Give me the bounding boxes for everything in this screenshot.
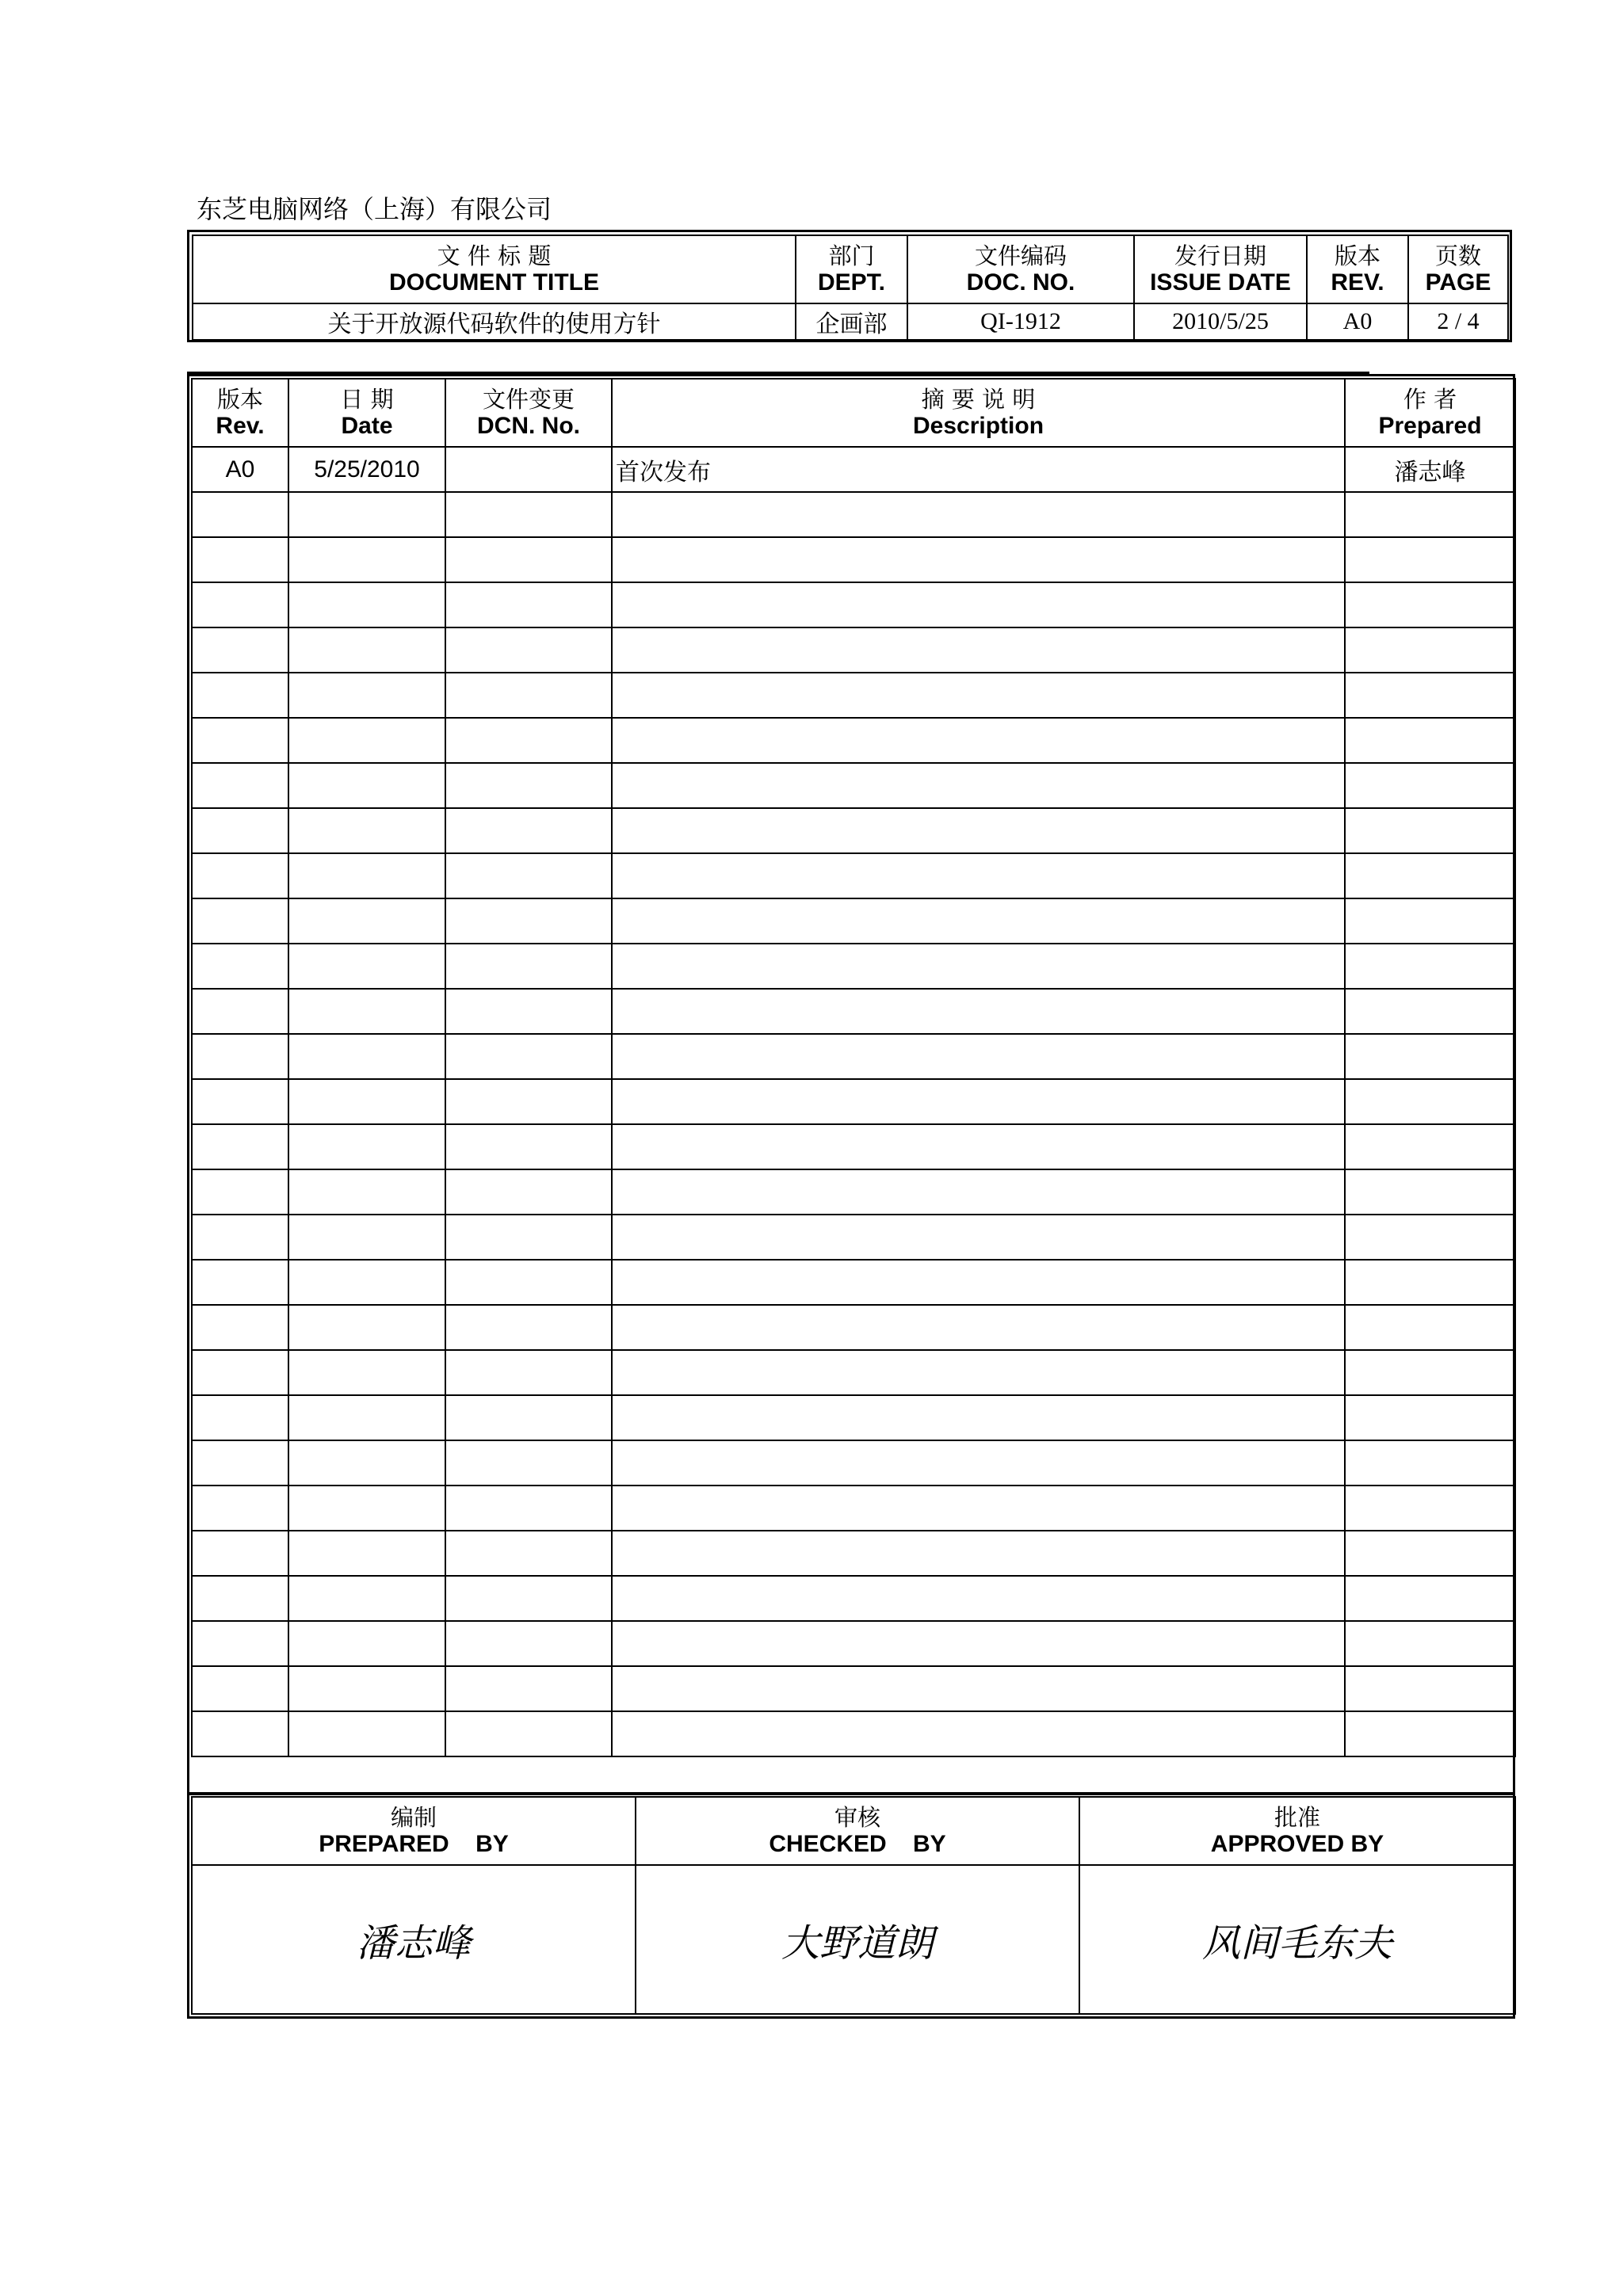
table-cell-empty (288, 989, 445, 1034)
table-row-empty (192, 1350, 1515, 1395)
dcn-col-en: DCN. No. (477, 413, 580, 439)
table-cell-empty (288, 763, 445, 808)
table-row-empty (192, 1305, 1515, 1350)
header-col-dept-cn: 部门 (828, 242, 875, 269)
table-cell-empty (288, 1034, 445, 1079)
table-cell-empty (288, 1124, 445, 1169)
table-row-empty (192, 1486, 1515, 1531)
company-name: 东芝电脑网络（上海）有限公司 (197, 194, 552, 224)
table-row-empty (192, 1169, 1515, 1215)
table-cell-empty (288, 537, 445, 582)
table-cell-empty (1345, 1395, 1515, 1440)
table-cell-empty (445, 1711, 612, 1756)
table-cell-empty (612, 718, 1345, 763)
table-cell-empty (288, 1169, 445, 1215)
table-row-empty (192, 1034, 1515, 1079)
table-cell-empty (612, 1305, 1345, 1350)
table-cell-empty (192, 1711, 288, 1756)
table-cell-empty (445, 1666, 612, 1711)
table-cell-empty (1345, 1260, 1515, 1305)
table-cell-empty (612, 1486, 1345, 1531)
table-row-empty (192, 582, 1515, 627)
doc-no-value: QI-1912 (980, 308, 1061, 334)
table-row-empty (192, 492, 1515, 537)
table-cell-empty (192, 1395, 288, 1440)
table-cell-empty (1345, 989, 1515, 1034)
table-cell-empty (288, 1711, 445, 1756)
approved-by-en: APPROVED BY (1210, 1831, 1384, 1857)
table-cell-empty (612, 492, 1345, 537)
header-col-docno (907, 235, 1134, 303)
table-cell-empty (445, 492, 612, 537)
table-cell-empty (1345, 944, 1515, 989)
table-row-empty (192, 1395, 1515, 1440)
page-value: 2 / 4 (1437, 308, 1480, 334)
table-row-empty (192, 1440, 1515, 1486)
table-cell-empty (445, 808, 612, 853)
table-cell-empty (445, 1350, 612, 1395)
table-cell-empty (612, 1395, 1345, 1440)
table-cell-empty (1345, 718, 1515, 763)
header-col-title-en: DOCUMENT TITLE (389, 269, 599, 296)
rev-col-en: Rev. (216, 413, 265, 439)
table-cell-empty (612, 1666, 1345, 1711)
document-header-table (187, 230, 1512, 342)
prepared-col-cn: 作 者 (1403, 386, 1457, 413)
table-cell-empty (192, 1621, 288, 1666)
table-cell-empty (192, 808, 288, 853)
table-cell-empty (1345, 1531, 1515, 1576)
approved-by-cn: 批准 (1274, 1804, 1320, 1831)
table-cell-empty (445, 627, 612, 673)
table-cell-empty (612, 898, 1345, 944)
dcn-col-cn: 文件变更 (482, 386, 575, 413)
table-row-empty (192, 989, 1515, 1034)
table-cell-empty (612, 1576, 1345, 1621)
table-row-empty (192, 763, 1515, 808)
table-cell-empty (288, 1531, 445, 1576)
table-cell-empty (445, 1169, 612, 1215)
table-row-empty (192, 808, 1515, 853)
document-title-value: 关于开放源代码软件的使用方针 (327, 311, 661, 338)
table-cell-empty (288, 1440, 445, 1486)
table-cell-empty (612, 582, 1345, 627)
table-cell-empty (612, 1124, 1345, 1169)
table-cell-empty (288, 944, 445, 989)
table-cell-empty (445, 718, 612, 763)
table-cell-empty (612, 1350, 1345, 1395)
header-col-rev (1307, 235, 1408, 303)
table-cell-empty (192, 1260, 288, 1305)
table-cell-empty (288, 1395, 445, 1440)
table-row-empty (192, 1079, 1515, 1124)
table-cell-empty (192, 1576, 288, 1621)
table-cell-empty (192, 1486, 288, 1531)
description-col-cn: 摘 要 说 明 (921, 386, 1036, 413)
table-cell-empty (1345, 1350, 1515, 1395)
header-col-issue-date (1134, 235, 1307, 303)
row-description: 首次发布 (616, 458, 711, 486)
table-cell-empty (612, 673, 1345, 718)
table-cell-empty (1345, 492, 1515, 537)
prepared-by-signature: 潘志峰 (356, 1920, 471, 1966)
table-cell-empty (192, 1034, 288, 1079)
table-cell-empty (445, 537, 612, 582)
table-cell-empty (445, 944, 612, 989)
table-cell-empty (288, 718, 445, 763)
table-cell-empty (612, 1711, 1345, 1756)
checked-by-cn: 审核 (834, 1804, 880, 1831)
prepared-by-cn: 编制 (390, 1804, 437, 1831)
table-cell-empty (1345, 763, 1515, 808)
prepared-by-header (192, 1797, 636, 1865)
table-cell-empty (1345, 1666, 1515, 1711)
table-cell-empty (288, 492, 445, 537)
table-cell-empty (192, 492, 288, 537)
revision-history-table (187, 374, 1515, 1795)
table-cell-empty (612, 989, 1345, 1034)
table-row (192, 447, 1515, 492)
signature-table (187, 1792, 1515, 2019)
table-row-empty (192, 673, 1515, 718)
table-cell-empty (445, 1621, 612, 1666)
table-row-empty (192, 537, 1515, 582)
table-cell-empty (288, 1079, 445, 1124)
table-cell-empty (192, 1531, 288, 1576)
table-row-empty (192, 1621, 1515, 1666)
table-cell-empty (192, 763, 288, 808)
table-cell-empty (192, 853, 288, 898)
description-col-en: Description (912, 413, 1044, 439)
table-cell-empty (445, 1486, 612, 1531)
table-cell-empty (612, 1079, 1345, 1124)
prepared-by-en: PREPARED BY (319, 1831, 509, 1857)
table-cell-empty (1345, 1034, 1515, 1079)
table-cell-empty (1345, 1440, 1515, 1486)
rev-value: A0 (1342, 308, 1373, 334)
table-cell-empty (1345, 1169, 1515, 1215)
row-date: 5/25/2010 (314, 456, 420, 482)
header-col-page-cn: 页数 (1434, 242, 1481, 269)
table-cell-empty (445, 989, 612, 1034)
table-cell-empty (1345, 898, 1515, 944)
table-cell-empty (1345, 1576, 1515, 1621)
table-cell-empty (288, 627, 445, 673)
table-cell-empty (612, 853, 1345, 898)
row-rev: A0 (225, 456, 255, 482)
table-cell-empty (288, 1576, 445, 1621)
revision-header-row (192, 379, 1515, 447)
table-cell-empty (288, 1350, 445, 1395)
table-cell-empty (612, 1034, 1345, 1079)
header-col-issue-date-en: ISSUE DATE (1150, 269, 1291, 296)
table-row-empty (192, 627, 1515, 673)
table-cell-empty (612, 537, 1345, 582)
header-col-page-en: PAGE (1425, 269, 1491, 296)
table-cell-empty (445, 1531, 612, 1576)
table-cell-empty (612, 1531, 1345, 1576)
rev-col-cn: 版本 (216, 386, 263, 413)
checked-by-header (636, 1797, 1079, 1865)
table-cell-empty (1345, 1621, 1515, 1666)
table-cell-empty (192, 898, 288, 944)
table-row-empty (192, 1215, 1515, 1260)
table-cell-empty (612, 1260, 1345, 1305)
header-col-title-cn: 文 件 标 题 (437, 242, 552, 269)
table-cell-empty (445, 763, 612, 808)
table-cell-empty (192, 1440, 288, 1486)
header-col-page (1408, 235, 1508, 303)
table-cell-empty (1345, 1486, 1515, 1531)
table-cell-empty (612, 944, 1345, 989)
table-cell-empty (288, 1621, 445, 1666)
table-cell-empty (612, 627, 1345, 673)
table-cell-empty (288, 582, 445, 627)
table-row-empty (192, 1711, 1515, 1756)
table-cell-empty (1345, 808, 1515, 853)
table-cell-empty (192, 944, 288, 989)
table-cell-empty (192, 989, 288, 1034)
table-cell-empty (288, 1215, 445, 1260)
table-cell-empty (192, 582, 288, 627)
checked-by-en: CHECKED BY (769, 1831, 946, 1857)
table-row-empty (192, 1124, 1515, 1169)
table-cell-empty (192, 627, 288, 673)
table-cell-empty (192, 1169, 288, 1215)
approved-by-signature: 风间毛东夫 (1201, 1920, 1392, 1966)
date-col-cn: 日 期 (340, 386, 394, 413)
table-cell-empty (1345, 582, 1515, 627)
table-cell-empty (288, 1305, 445, 1350)
table-row-empty (192, 1666, 1515, 1711)
table-cell-empty (612, 1169, 1345, 1215)
table-cell-empty (192, 1305, 288, 1350)
table-cell-empty (288, 853, 445, 898)
table-cell-empty (192, 1666, 288, 1711)
row-prepared: 潘志峰 (1394, 458, 1466, 486)
table-cell-empty (445, 1305, 612, 1350)
prepared-col-en: Prepared (1378, 413, 1482, 439)
table-row-empty (192, 1576, 1515, 1621)
table-cell-empty (445, 1124, 612, 1169)
table-cell-empty (192, 1215, 288, 1260)
table-cell-empty (288, 898, 445, 944)
header-col-dept (796, 235, 907, 303)
table-cell-empty (612, 1621, 1345, 1666)
table-cell-empty (1345, 627, 1515, 673)
table-cell-empty (445, 1576, 612, 1621)
table-cell-empty (288, 808, 445, 853)
dept-value: 企画部 (815, 311, 888, 338)
table-cell-empty (288, 1260, 445, 1305)
header-col-issue-date-cn: 发行日期 (1174, 242, 1266, 269)
table-cell-empty (1345, 1305, 1515, 1350)
table-row-empty (192, 853, 1515, 898)
table-cell-empty (288, 673, 445, 718)
table-cell-empty (288, 1486, 445, 1531)
table-cell-empty (192, 718, 288, 763)
header-col-docno-en: DOC. NO. (966, 269, 1075, 296)
table-cell-empty (445, 1395, 612, 1440)
date-col-en: Date (341, 413, 393, 439)
table-cell-empty (1345, 1124, 1515, 1169)
table-cell-empty (1345, 1215, 1515, 1260)
header-col-docno-cn: 文件编码 (974, 242, 1067, 269)
table-cell-empty (612, 1215, 1345, 1260)
table-cell-empty (445, 1079, 612, 1124)
header-col-rev-en: REV. (1331, 269, 1384, 296)
table-row-empty (192, 1531, 1515, 1576)
table-cell-empty (1345, 853, 1515, 898)
checked-by-signature: 大野道朗 (781, 1920, 934, 1966)
table-row-empty (192, 718, 1515, 763)
table-cell-empty (445, 582, 612, 627)
table-row-empty (192, 898, 1515, 944)
table-cell-empty (612, 763, 1345, 808)
table-cell-empty (192, 537, 288, 582)
table-cell-empty (1345, 1711, 1515, 1756)
table-cell-empty (192, 1350, 288, 1395)
table-row-empty (192, 1260, 1515, 1305)
table-cell-empty (192, 1124, 288, 1169)
table-cell-empty (445, 1440, 612, 1486)
table-cell-empty (445, 1215, 612, 1260)
table-cell-empty (445, 1260, 612, 1305)
table-cell-empty (445, 898, 612, 944)
table-row-empty (192, 944, 1515, 989)
table-cell-empty (192, 1079, 288, 1124)
approved-by-header (1079, 1797, 1515, 1865)
table-cell-empty (1345, 673, 1515, 718)
table-cell-empty (445, 673, 612, 718)
table-cell-empty (445, 1034, 612, 1079)
issue-date-value: 2010/5/25 (1172, 308, 1269, 334)
table-cell-empty (612, 808, 1345, 853)
table-cell-empty (445, 853, 612, 898)
table-cell-empty (192, 673, 288, 718)
table-cell-empty (288, 1666, 445, 1711)
table-cell-empty (1345, 1079, 1515, 1124)
header-col-title (193, 235, 796, 303)
table-cell-empty (1345, 537, 1515, 582)
header-col-rev-cn: 版本 (1334, 242, 1381, 269)
table-cell-empty (612, 1440, 1345, 1486)
header-col-dept-en: DEPT. (817, 269, 886, 296)
